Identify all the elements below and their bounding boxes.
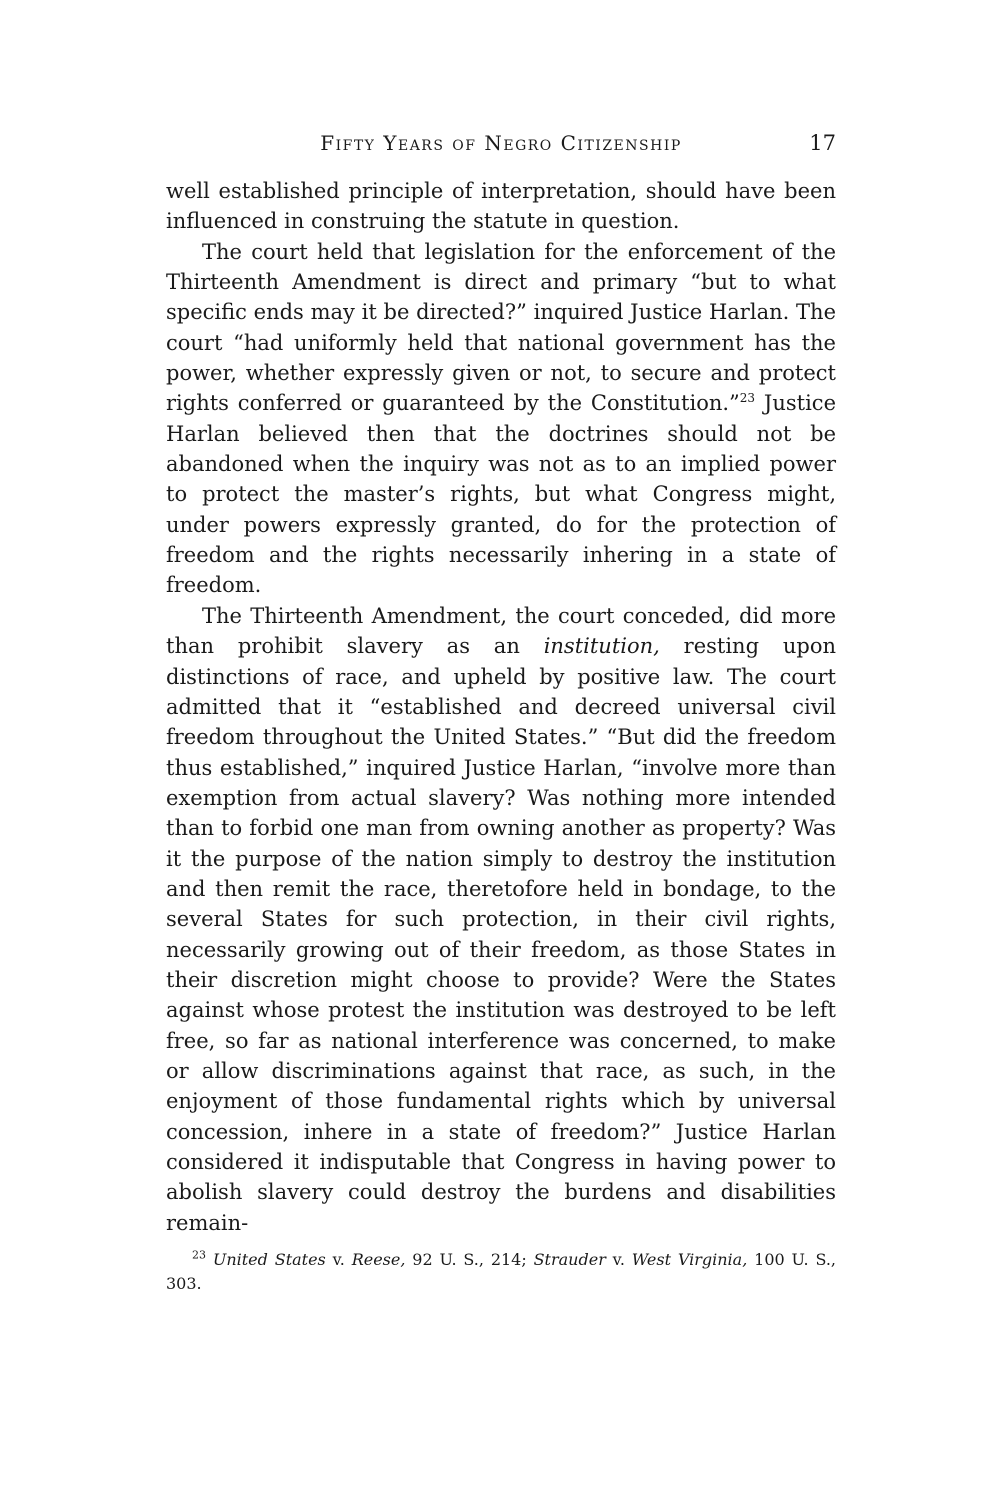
paragraph-2-part-a: The court held that legislation for the enforcement of the Thirteenth Amendment is direct and primary “but to what specific ends may it be directed?” inquired Justice Harlan. The court “had uniformly held that national government has the power, whether expressly given or not, to secure and protect rights conferred or guaranteed by the Constitution.” [166,239,836,416]
body-text [166,176,836,1238]
paragraph-2-part-b: Justice Harlan believed then that the doctrines should not be abandoned when the inquiry was not as to an implied power to protect the master’s rights, but what Congress might, under powers expressly granted, do for the protection of freedom and the rights necessarily inhering in a state of freedom. [166,391,836,598]
footnote-v-2: v. [605,1250,632,1270]
paragraph-3-part-b: resting upon distinctions of race, and upheld by positive law. The court admitted that it “established and decreed universal civil freedom throughout the United States.” “But did the freedom thus established,” inquired Justice Harlan, “involve more than exemption from actual slavery? Was nothing more intended than to forbid one man from owning another as property? Was it the purpose of the nation simply to destroy the institution and then remit the race, theretofore held in bondage, to the several States for such protection, in their civil rights, necessarily growing out of their freedom, as those States in their discretion might choose to provide? Were the States against whose protest the institution was destroyed to be left free, so far as national interference was concerned, to make or allow discriminations against that race, as such, in the enjoyment of those fundamental rights which by universal concession, inhere in a state of freedom?” Justice Harlan considered it indisputable that Congress in having power to abolish slavery could destroy the burdens and disabilities remain- [166,634,836,1235]
paragraph-1: well established principle of interpretation, should have been influenced in construing the statute in question. [166,179,836,234]
footnote-case-2-name: Strauder [533,1250,606,1270]
running-title: Fifty Years of Negro Citizenship [320,131,682,155]
footnote-citation-2: 100 U. S., 303. [166,1250,837,1294]
footnote-case-2-party: West Virginia, [631,1250,748,1270]
footnote-marker: 23 [192,1248,206,1262]
footnote-case-1-name: United States [212,1250,326,1270]
page-number: 17 [809,131,836,155]
footnote-citation-1: 92 U. S., 214; [405,1250,534,1270]
emphasis-institution: institution, [543,634,660,659]
footnote-v-1: v. [325,1250,352,1270]
paragraph-2 [166,237,836,601]
page-header [166,128,836,162]
footnote-case-1-party: Reese, [351,1250,406,1270]
book-page [166,128,836,1296]
paragraph-3-part-a: The Thirteenth Amendment, the court conceded, did more than prohibit slavery as an [166,603,836,659]
footnote-reference: 23 [739,391,756,406]
footnote [166,1248,836,1296]
paragraph-3 [166,601,836,1238]
